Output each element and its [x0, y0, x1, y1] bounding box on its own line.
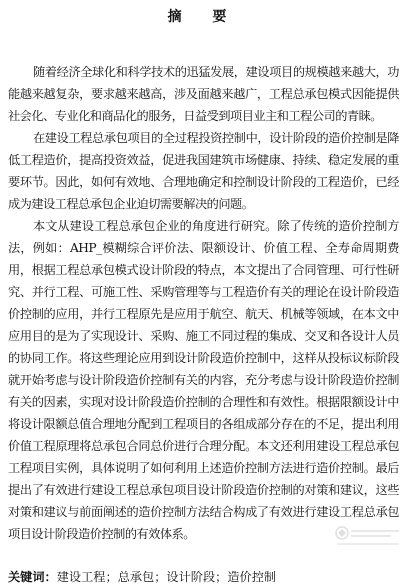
abstract-paragraph-2: 在建设工程总承包项目的全过程投资控制中，设计阶段的造价控制是降低工程造价，提高投资效益，促进我国建筑市场健康、持续、稳定发展的重要环节。因此，如何有效地、合理地确定和控制设计阶段的工程造价，已经成为建设工程总承包企业迫切需要解决的问题。 [8, 131, 399, 211]
keywords-text: 建设工程；总承包；设计阶段；造价控制 [56, 570, 277, 584]
abstract-title: 摘 要 [167, 9, 240, 25]
keywords-line [8, 567, 399, 587]
abstract-paragraph-3: 本文从建设工程总承包企业的角度进行研究。除了传统的造价控制方法，例如：AHP_模糊综合评价法、限额设计、价值工程、全寿命周期费用，根据工程总承包模式设计阶段的特点，本文提出了合同管理、可行性研究、并行工程、可施工性、采购管理等与工程造价有关的理论在设计阶段造价控制的应用，并行工程原先是应用于航空、航天、机械等领域，在本文中应用目的是为了实现设计、采购、施工不同过程的集成、交叉和各设计人员的协同工作。将这些理论应用到设计阶段造价控制中，这样从投标议标阶段就开始考虑与设计阶段造价控制有关的内容，充分考虑与设计阶段造价控制有关的因素，实现对设计阶段造价控制的合理性和有效性。根据限额设计中将设计限额总值合理地分配到工程项目的各组成部分存在的不足，提出利用价值工程原理将总承包合同总价进行合理分配。本文还利用建设工程总承包工程项目实例，具体说明了如何利用上述造价控制方法进行造价控制。最后提出了有效进行建设工程总承包项目设计阶段造价控制的对策和建议，这些对策和建议与前面阐述的造价控制方法结合构成了有效进行建设工程总承包项目设计阶段造价控制的有效体系。 [8, 219, 399, 541]
abstract-paragraph-1: 随着经济全球化和科学技术的迅猛发展，建设项目的规模越来越大，功能越来越复杂，要求越来越高，涉及面越来越广，工程总承包模式因能提供社会化、专业化和商品化的服务，日益受到项目业主和工程公司的青睐。 [8, 65, 399, 123]
keywords-label: 关键词： [8, 570, 57, 584]
watermark-logo-icon [333, 524, 403, 550]
